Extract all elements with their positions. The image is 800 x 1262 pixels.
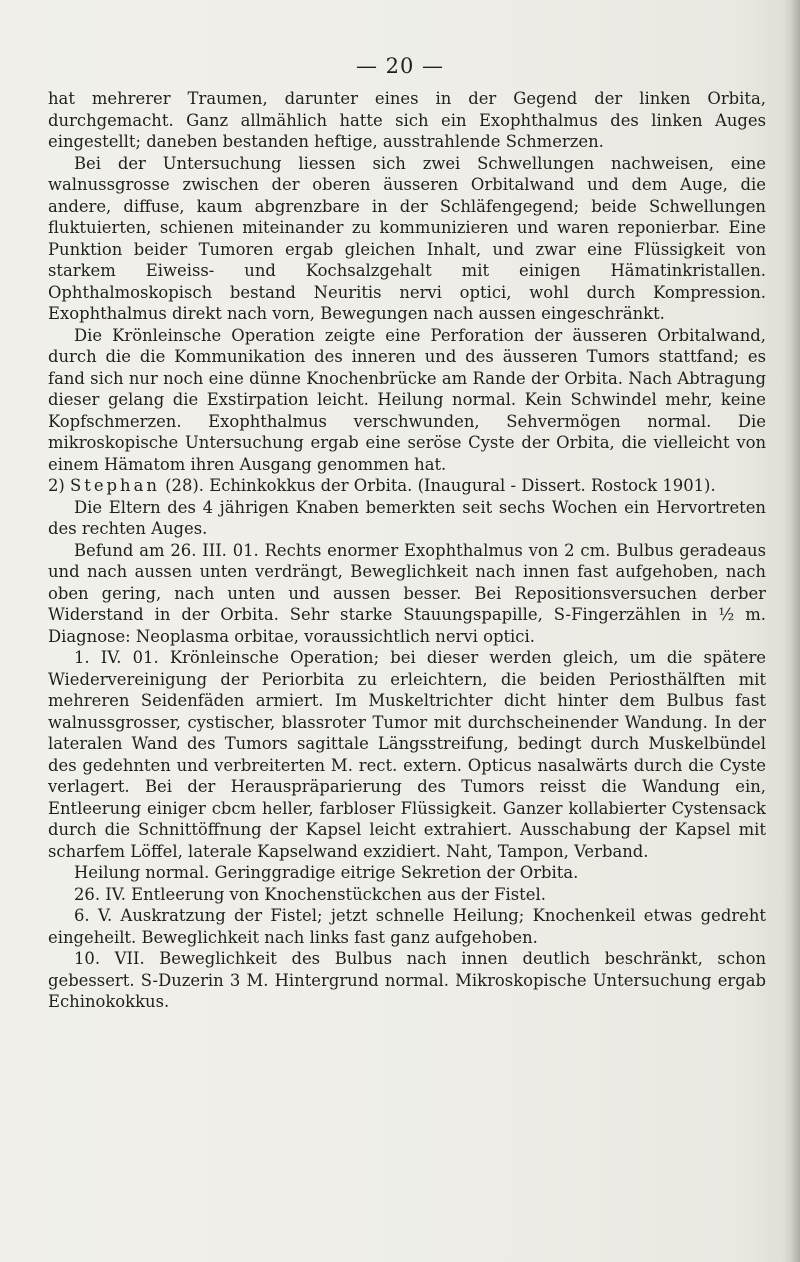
paragraph-3: Die Krönleinsche Operation zeigte eine Perforation der äusseren Orbitalwand, durch die die Kommunikation des inneren und des äusseren Tumors stattfand; es fand sich nur noch eine dünne Knochenbrücke am Rande der Orbita. Nach Abtragung dieser gelang die Exstirpation leicht. Heilung normal. Kein Schwindel mehr, keine Kopfschmerzen. Exophthalmus verschwunden, Sehvermögen normal. Die mikroskopische Untersuchung ergab eine seröse Cyste der Orbita, die vielleicht von einem Hämatom ihren Ausgang genommen hat. — [48, 325, 766, 474]
paragraph-5: Die Eltern des 4 jährigen Knaben bemerkten seit sechs Wochen ein Hervortreten des rechten Auges. — [48, 497, 766, 538]
case-citation: (28). Echinkokkus der Orbita. (Inaugural - Dissert. Rostock 1901). — [159, 476, 716, 495]
page-number: — 20 — — [355, 54, 445, 78]
case-author: Stephan — [70, 476, 160, 495]
paragraph-10: 6. V. Auskratzung der Fistel; jetzt schnelle Heilung; Knochenkeil etwas gedreht eingeheilt. Beweglichkeit nach links fast ganz aufgehoben. — [48, 906, 766, 947]
paragraph-1: hat mehrerer Traumen, darunter eines in der Gegend der linken Orbita, durchgemacht. Ganz allmählich hatte sich ein Exophthalmus des linken Auges eingestellt; daneben bestanden heftige, ausstrahlende Schmerzen. — [48, 89, 766, 151]
paragraph-11: 10. VII. Beweglichkeit des Bulbus nach innen deutlich beschränkt, schon gebessert. S-Duzerin 3 M. Hintergrund normal. Mikroskopische Untersuchung ergab Echinokokkus. — [48, 949, 766, 1011]
paragraph-2: Bei der Untersuchung liessen sich zwei Schwellungen nachweisen, eine walnussgrosse zwischen der oberen äusseren Orbitalwand und dem Auge, die andere, diffuse, kaum abgrenzbare in der Schläfengegend; beide Schwellungen fluktuierten, schienen miteinander zu kommunizieren und waren reponierbar. Eine Punktion beider Tumoren ergab gleichen Inhalt, und zwar eine Flüssigkeit von starkem Eiweiss- und Kochsalzgehalt mit einigen Hämatinkristallen. Ophthalmoskopisch bestand Neuritis nervi optici, wohl durch Kompression. Exophthalmus direkt nach vorn, Bewegungen nach aussen eingeschränkt. — [48, 153, 766, 323]
paragraph-7: 1. IV. 01. Krönleinsche Operation; bei dieser werden gleich, um die spätere Wiedervereinigung der Periorbita zu erleichtern, die beiden Periosthälften mit mehreren Seidenfäden armiert. Im Muskeltrichter dicht hinter dem Bulbus fast walnussgrosser, cystischer, blassroter Tumor mit durchscheinender Wandung. In der lateralen Wand des Tumors sagittale Längsstreifung, bedingt durch Muskelbündel des gedehnten und verbreiterten M. rect. extern. Opticus nasalwärts durch die Cyste verlagert. Bei der Herauspräparierung des Tumors reisst die Wandung ein, Entleerung einiger cbcm heller, farbloser Flüssigkeit. Ganzer kollabierter Cystensack durch die Schnittöffnung der Kapsel leicht extrahiert. Ausschabung der Kapsel mit scharfem Löffel, laterale Kapselwand exzidiert. Naht, Tampon, Verband. — [48, 648, 766, 861]
case-number: 2) — [48, 476, 65, 495]
case-heading — [48, 475, 766, 497]
paragraph-9: 26. IV. Entleerung von Knochenstückchen aus der Fistel. — [74, 884, 546, 904]
paragraph-8: Heilung normal. Geringgradige eitrige Sekretion der Orbita. — [74, 863, 579, 882]
paragraph-6: Befund am 26. III. 01. Rechts enormer Exophthalmus von 2 cm. Bulbus geradeaus und nach aussen unten verdrängt, Beweglichkeit nach innen fast aufgehoben, nach oben gering, nach unten und aussen besser. Bei Repositionsversuchen derber Widerstand in der Orbita. Sehr starke Stauungspapille, S-Fingerzählen in ½ m. Diagnose: Neoplasma orbitae, voraussichtlich nervi optici. — [48, 540, 766, 646]
page-edge-shadow — [782, 0, 800, 1262]
body-text — [48, 88, 766, 1013]
